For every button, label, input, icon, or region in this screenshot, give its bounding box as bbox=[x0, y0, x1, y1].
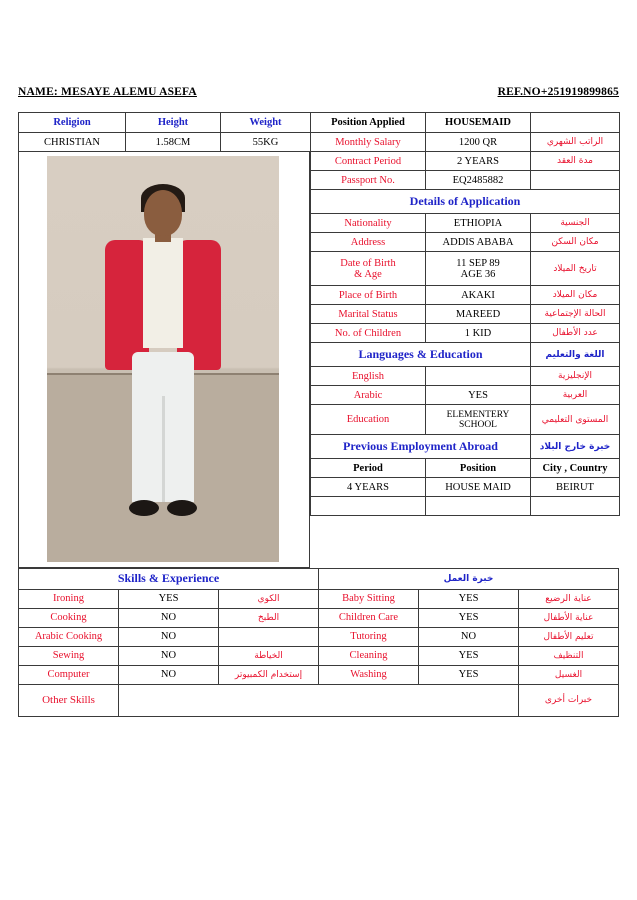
skill-label-computer: Computer bbox=[19, 665, 119, 684]
monthly-salary-value: 1200 QR bbox=[426, 133, 531, 152]
height-value: 1.58CM bbox=[126, 133, 221, 152]
photo-shoe-left bbox=[129, 500, 159, 516]
photo-head bbox=[144, 190, 182, 236]
skills-row-computer bbox=[19, 665, 619, 684]
height-header: Height bbox=[126, 113, 221, 133]
passport-value: EQ2485882 bbox=[426, 171, 531, 190]
employment-city-value-2 bbox=[531, 497, 620, 516]
contract-period-value: 2 YEARS bbox=[426, 152, 531, 171]
address-label: Address bbox=[311, 233, 426, 252]
marital-status-value: MAREED bbox=[426, 305, 531, 324]
skill-arabic-computer: إستخدام الكمبيوتر bbox=[219, 665, 319, 684]
salary-row bbox=[311, 133, 620, 152]
religion-value: CHRISTIAN bbox=[19, 133, 126, 152]
english-value bbox=[426, 367, 531, 386]
address-row bbox=[311, 233, 620, 252]
dob-row bbox=[311, 252, 620, 286]
weight-header: Weight bbox=[221, 113, 311, 133]
cv-sheet bbox=[18, 112, 619, 717]
skills-title-row bbox=[19, 568, 619, 589]
monthly-salary-arabic: الراتب الشهري bbox=[531, 133, 620, 152]
children-label: No. of Children bbox=[311, 324, 426, 343]
skill-label-children-care: Children Care bbox=[319, 608, 419, 627]
skill-arabic-ironing: الكوي bbox=[219, 589, 319, 608]
skill-value-sewing: NO bbox=[119, 646, 219, 665]
applicant-photo bbox=[47, 156, 279, 562]
children-value: 1 KID bbox=[426, 324, 531, 343]
skill-label-cooking: Cooking bbox=[19, 608, 119, 627]
languages-title-row bbox=[311, 343, 620, 367]
skill-label-baby-sitting: Baby Sitting bbox=[319, 589, 419, 608]
english-label: English bbox=[311, 367, 426, 386]
education-label: Education bbox=[311, 405, 426, 435]
skills-row-other bbox=[19, 684, 619, 716]
skills-table bbox=[18, 568, 619, 717]
english-row bbox=[311, 367, 620, 386]
contract-row bbox=[311, 152, 620, 171]
skill-label-arabic-cooking: Arabic Cooking bbox=[19, 627, 119, 646]
skill-value-arabic-cooking: NO bbox=[119, 627, 219, 646]
employment-header-row bbox=[311, 459, 620, 478]
contract-period-arabic: مدة العقد bbox=[531, 152, 620, 171]
position-row bbox=[311, 113, 620, 133]
other-skills-value bbox=[119, 684, 519, 716]
skill-arabic-baby-sitting: عناية الرضيع bbox=[519, 589, 619, 608]
skill-arabic-children-care: عناية الأطفال bbox=[519, 608, 619, 627]
photo-shoe-right bbox=[167, 500, 197, 516]
employment-row-empty bbox=[311, 497, 620, 516]
dob-value-line1: 11 SEP 89 bbox=[456, 257, 500, 269]
children-row bbox=[311, 324, 620, 343]
employment-period-value-2 bbox=[311, 497, 426, 516]
place-of-birth-label: Place of Birth bbox=[311, 286, 426, 305]
religion-header: Religion bbox=[19, 113, 126, 133]
reference-number: REF.NO+251919899865 bbox=[497, 86, 619, 98]
photo-table bbox=[18, 152, 310, 568]
employment-title: Previous Employment Abroad bbox=[311, 435, 531, 459]
place-of-birth-arabic: مكان الميلاد bbox=[531, 286, 620, 305]
other-skills-arabic: خبرات أخرى bbox=[519, 684, 619, 716]
photo-jacket-right bbox=[177, 240, 221, 370]
bio-header-row bbox=[19, 113, 311, 133]
address-arabic: مكان السكن bbox=[531, 233, 620, 252]
bio-table bbox=[18, 112, 311, 152]
skill-arabic-washing: الغسيل bbox=[519, 665, 619, 684]
photo-pants-gap bbox=[162, 396, 165, 502]
other-skills-label: Other Skills bbox=[19, 684, 119, 716]
skill-value-children-care: YES bbox=[419, 608, 519, 627]
education-row bbox=[311, 405, 620, 435]
weight-value: 55KG bbox=[221, 133, 311, 152]
details-title-row bbox=[311, 190, 620, 214]
nationality-row bbox=[311, 214, 620, 233]
skills-title-arabic: خبرة العمل bbox=[319, 568, 619, 589]
applicant-name: NAME: MESAYE ALEMU ASEFA bbox=[18, 86, 197, 98]
left-column bbox=[18, 112, 310, 568]
right-column bbox=[310, 112, 619, 568]
skills-row-sewing bbox=[19, 646, 619, 665]
skill-arabic-arabic-cooking bbox=[219, 627, 319, 646]
skill-value-baby-sitting: YES bbox=[419, 589, 519, 608]
skill-label-cleaning: Cleaning bbox=[319, 646, 419, 665]
english-arabic: الإنجليزية bbox=[531, 367, 620, 386]
contract-period-label: Contract Period bbox=[311, 152, 426, 171]
place-of-birth-row bbox=[311, 286, 620, 305]
skill-arabic-tutoring: تعليم الأطفال bbox=[519, 627, 619, 646]
skill-arabic-cleaning: التنظيف bbox=[519, 646, 619, 665]
top-section bbox=[18, 112, 619, 568]
skill-value-washing: YES bbox=[419, 665, 519, 684]
employment-title-row bbox=[311, 435, 620, 459]
skill-value-ironing: YES bbox=[119, 589, 219, 608]
skill-value-computer: NO bbox=[119, 665, 219, 684]
photo-shirt bbox=[143, 238, 183, 348]
photo-row bbox=[19, 152, 310, 567]
dob-label-line2: & Age bbox=[354, 268, 382, 280]
arabic-row bbox=[311, 386, 620, 405]
skills-row-arabic-cooking bbox=[19, 627, 619, 646]
details-title: Details of Application bbox=[311, 190, 620, 214]
employment-position-value-2 bbox=[426, 497, 531, 516]
bio-value-row bbox=[19, 133, 311, 152]
employment-position-header: Position bbox=[426, 459, 531, 478]
marital-status-arabic: الحالة الإجتماعية bbox=[531, 305, 620, 324]
nationality-label: Nationality bbox=[311, 214, 426, 233]
passport-arabic bbox=[531, 171, 620, 190]
employment-city-header: City , Country bbox=[531, 459, 620, 478]
arabic-label: Arabic bbox=[311, 386, 426, 405]
employment-position-value: HOUSE MAID bbox=[426, 478, 531, 497]
languages-title-arabic: اللغة والتعليم bbox=[531, 343, 620, 367]
skill-label-washing: Washing bbox=[319, 665, 419, 684]
dob-label-line1: Date of Birth bbox=[340, 257, 396, 269]
skills-title: Skills & Experience bbox=[19, 568, 319, 589]
employment-period-value: 4 YEARS bbox=[311, 478, 426, 497]
position-applied-value: HOUSEMAID bbox=[426, 113, 531, 133]
passport-row bbox=[311, 171, 620, 190]
marital-status-label: Marital Status bbox=[311, 305, 426, 324]
skill-label-tutoring: Tutoring bbox=[319, 627, 419, 646]
employment-title-arabic: خبرة خارج البلاد bbox=[531, 435, 620, 459]
education-value-line1: ELEMENTERY bbox=[446, 409, 510, 420]
children-arabic: عدد الأطفال bbox=[531, 324, 620, 343]
skill-arabic-sewing: الخياطة bbox=[219, 646, 319, 665]
arabic-language-arabic: العربية bbox=[531, 386, 620, 405]
nationality-value: ETHIOPIA bbox=[426, 214, 531, 233]
education-value-line2: SCHOOL bbox=[458, 419, 497, 430]
position-applied-label: Position Applied bbox=[311, 113, 426, 133]
marital-status-row bbox=[311, 305, 620, 324]
dob-value-line2: AGE 36 bbox=[460, 268, 496, 280]
languages-title: Languages & Education bbox=[311, 343, 531, 367]
monthly-salary-label: Monthly Salary bbox=[311, 133, 426, 152]
arabic-value: YES bbox=[426, 386, 531, 405]
document-header bbox=[18, 86, 619, 98]
skill-value-tutoring: NO bbox=[419, 627, 519, 646]
place-of-birth-value: AKAKI bbox=[426, 286, 531, 305]
employment-city-value: BEIRUT bbox=[531, 478, 620, 497]
employment-period-header: Period bbox=[311, 459, 426, 478]
skill-arabic-cooking: الطبخ bbox=[219, 608, 319, 627]
skill-label-sewing: Sewing bbox=[19, 646, 119, 665]
photo-cell bbox=[19, 152, 310, 567]
education-value bbox=[426, 405, 531, 435]
dob-label bbox=[311, 252, 426, 286]
nationality-arabic: الجنسية bbox=[531, 214, 620, 233]
education-arabic: المستوى التعليمي bbox=[531, 405, 620, 435]
employment-row bbox=[311, 478, 620, 497]
skill-value-cleaning: YES bbox=[419, 646, 519, 665]
skill-label-ironing: Ironing bbox=[19, 589, 119, 608]
skills-row-cooking bbox=[19, 608, 619, 627]
dob-arabic: تاريخ الميلاد bbox=[531, 252, 620, 286]
passport-label: Passport No. bbox=[311, 171, 426, 190]
position-arabic bbox=[531, 113, 620, 133]
address-value: ADDIS ABABA bbox=[426, 233, 531, 252]
skills-row-ironing bbox=[19, 589, 619, 608]
dob-value bbox=[426, 252, 531, 286]
skill-value-cooking: NO bbox=[119, 608, 219, 627]
application-table bbox=[310, 112, 620, 516]
